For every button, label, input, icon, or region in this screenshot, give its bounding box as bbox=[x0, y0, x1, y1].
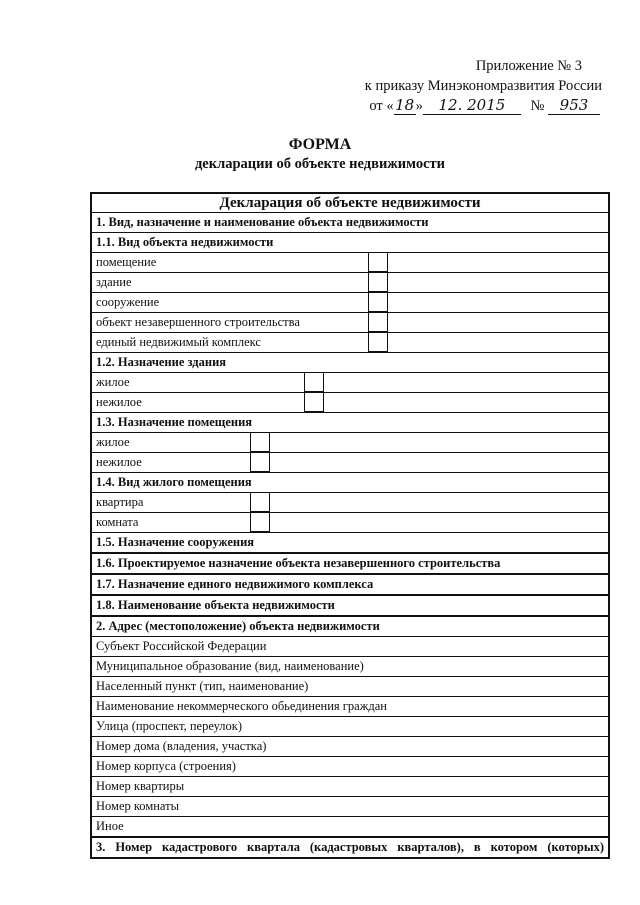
option-label: нежилое bbox=[96, 455, 142, 469]
checkbox[interactable] bbox=[368, 333, 388, 353]
option-row bbox=[91, 493, 609, 513]
order-number: 953 bbox=[548, 96, 600, 115]
checkbox[interactable] bbox=[368, 273, 388, 293]
option-label: единый недвижимый комплекс bbox=[96, 335, 261, 349]
address-row[interactable]: Иное bbox=[91, 817, 609, 838]
address-row[interactable]: Муниципальное образование (вид, наименование) bbox=[91, 657, 609, 677]
option-row bbox=[91, 273, 609, 293]
appendix-label: Приложение № 3 bbox=[475, 58, 582, 74]
section-1-8-header: 1.8. Наименование объекта недвижимости bbox=[91, 595, 609, 616]
address-row[interactable]: Субъект Российской Федерации bbox=[91, 637, 609, 657]
section-1-7-header: 1.7. Назначение единого недвижимого комплекса bbox=[91, 574, 609, 595]
option-label: жилое bbox=[96, 435, 130, 449]
option-label: здание bbox=[96, 275, 132, 289]
section-1-2-header: 1.2. Назначение здания bbox=[91, 353, 609, 373]
option-row bbox=[91, 393, 609, 413]
order-date-line bbox=[369, 96, 600, 115]
date-quote-close: » bbox=[415, 98, 423, 114]
option-row bbox=[91, 253, 609, 273]
order-month-year: 12. 2015 bbox=[423, 96, 521, 115]
table-caption: Декларация об объекте недвижимости bbox=[91, 193, 609, 213]
checkbox[interactable] bbox=[250, 453, 270, 473]
address-row[interactable]: Номер комнаты bbox=[91, 797, 609, 817]
section-1-6-header: 1.6. Проектируемое назначение объекта незавершенного строительства bbox=[91, 553, 609, 574]
section-1-5-header: 1.5. Назначение сооружения bbox=[91, 533, 609, 554]
checkbox[interactable] bbox=[250, 493, 270, 513]
checkbox[interactable] bbox=[368, 313, 388, 333]
date-prefix: от « bbox=[369, 98, 394, 114]
address-row[interactable]: Номер дома (владения, участка) bbox=[91, 737, 609, 757]
order-day: 18 bbox=[395, 96, 415, 114]
option-label: объект незавершенного строительства bbox=[96, 315, 300, 329]
checkbox[interactable] bbox=[304, 373, 324, 393]
option-row bbox=[91, 333, 609, 353]
checkbox[interactable] bbox=[368, 293, 388, 313]
checkbox[interactable] bbox=[250, 513, 270, 533]
section-1-1-header: 1.1. Вид объекта недвижимости bbox=[91, 233, 609, 253]
section-3-header: 3. Номер кадастрового квартала (кадастровых кварталов), в котором (которых) bbox=[91, 837, 609, 858]
section-1-header: 1. Вид, назначение и наименование объекта недвижимости bbox=[91, 213, 609, 233]
option-label: комната bbox=[96, 515, 139, 529]
section-1-4-header: 1.4. Вид жилого помещения bbox=[91, 473, 609, 493]
checkbox[interactable] bbox=[368, 253, 388, 273]
checkbox[interactable] bbox=[250, 433, 270, 453]
option-row bbox=[91, 293, 609, 313]
option-label: помещение bbox=[96, 255, 157, 269]
option-label: квартира bbox=[96, 495, 144, 509]
address-row[interactable]: Населенный пункт (тип, наименование) bbox=[91, 677, 609, 697]
checkbox[interactable] bbox=[304, 393, 324, 413]
option-row bbox=[91, 373, 609, 393]
address-row[interactable]: Номер корпуса (строения) bbox=[91, 757, 609, 777]
option-label: жилое bbox=[96, 375, 130, 389]
address-row[interactable]: Улица (проспект, переулок) bbox=[91, 717, 609, 737]
order-label: к приказу Минэкономразвития России bbox=[364, 78, 602, 94]
address-row[interactable]: Номер квартиры bbox=[91, 777, 609, 797]
section-2-header: 2. Адрес (местоположение) объекта недвижимости bbox=[91, 616, 609, 637]
address-row[interactable]: Наименование некоммерческого обьединения граждан bbox=[91, 697, 609, 717]
declaration-table bbox=[90, 192, 610, 859]
section-1-3-header: 1.3. Назначение помещения bbox=[91, 413, 609, 433]
form-subtitle: декларации об объекте недвижимости bbox=[194, 156, 446, 172]
form-title: ФОРМА bbox=[288, 136, 352, 153]
number-prefix: № bbox=[530, 98, 545, 114]
option-row bbox=[91, 313, 609, 333]
option-label: сооружение bbox=[96, 295, 160, 309]
option-label: нежилое bbox=[96, 395, 142, 409]
option-row bbox=[91, 513, 609, 533]
option-row bbox=[91, 433, 609, 453]
option-row bbox=[91, 453, 609, 473]
